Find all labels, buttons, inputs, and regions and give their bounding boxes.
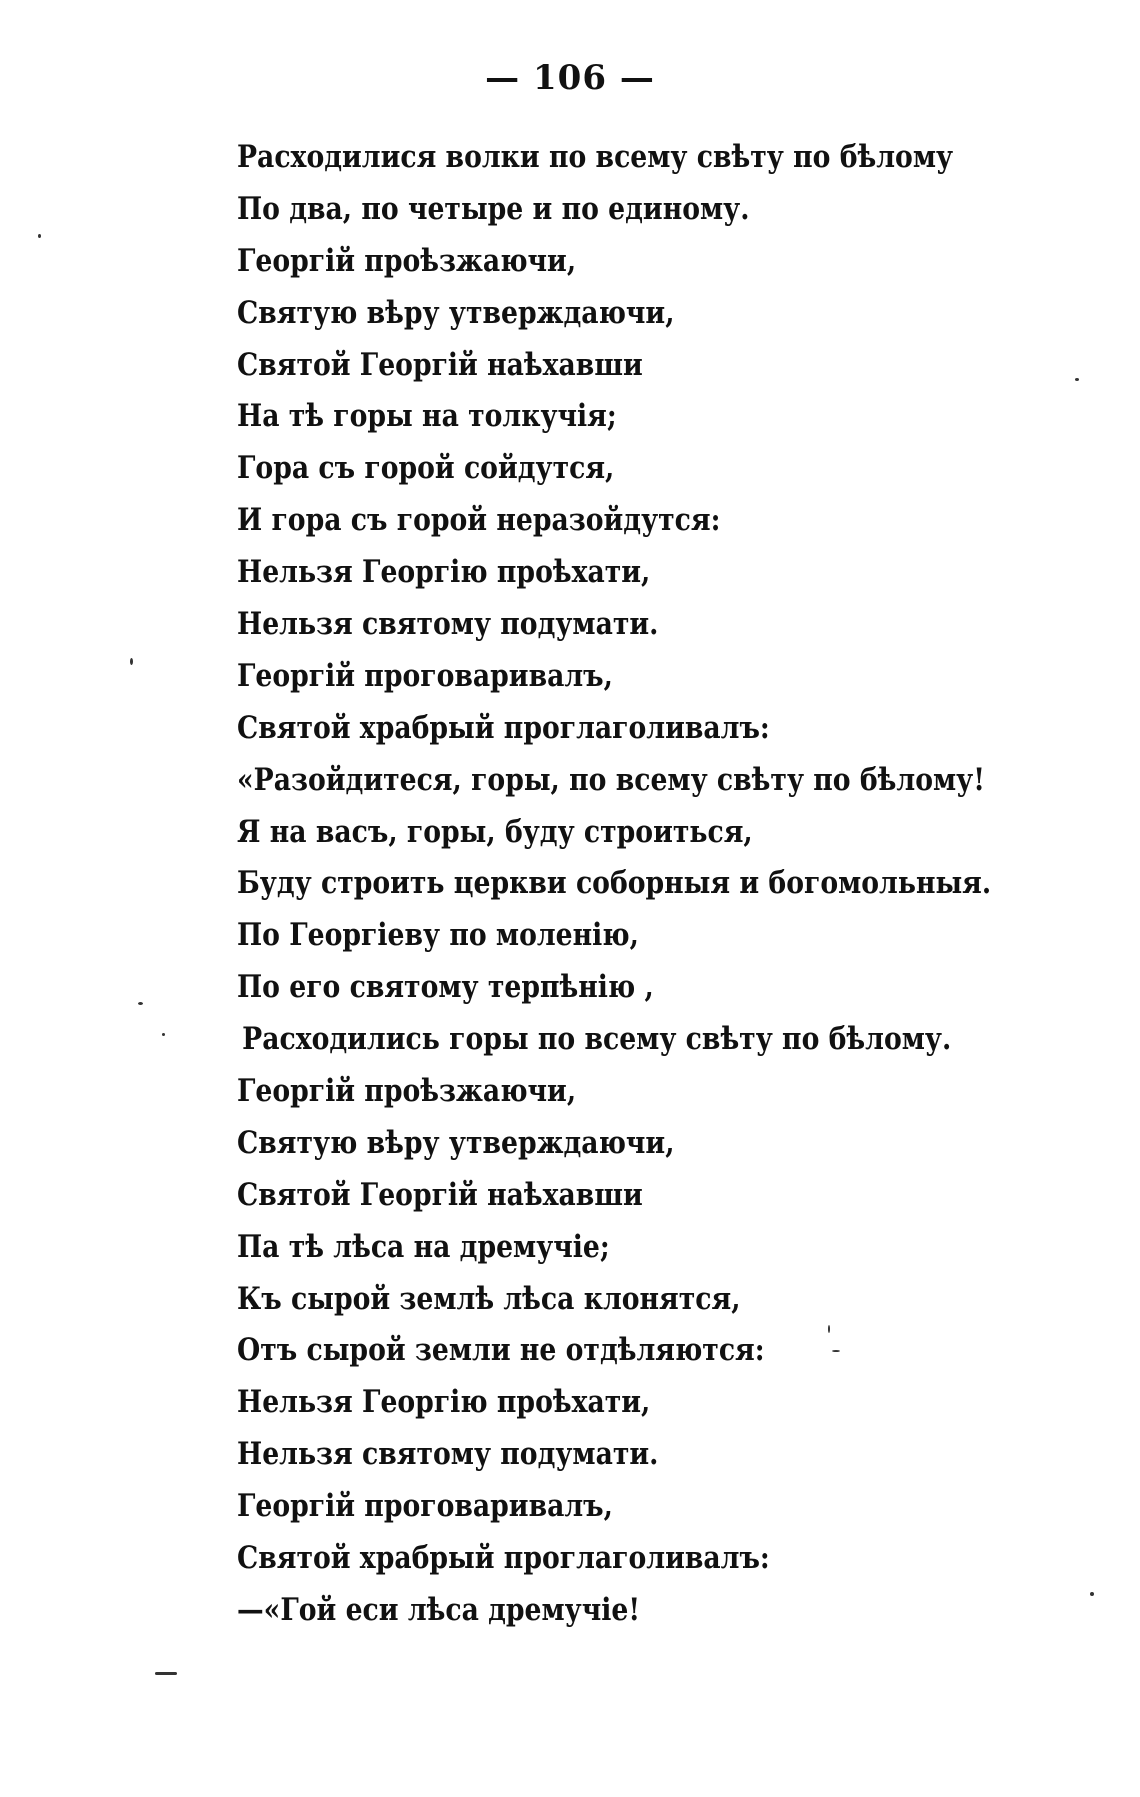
verse-line: Святую вѣру утверждаючи,: [237, 294, 675, 331]
verse-line: Буду строить церкви соборныя и богомольныя.: [237, 865, 992, 902]
verse-line: Святой храбрый проглаголивалъ:: [237, 1540, 770, 1577]
verse-line: Георгій проѣзжаючи,: [237, 242, 577, 279]
verse-line: Святую вѣру утверждаючи,: [237, 1124, 675, 1161]
verse-line: Расходились горы по всему свѣту по бѣлому.: [242, 1021, 952, 1058]
scan-speck: [130, 658, 133, 665]
page-number: — 106 —: [485, 58, 655, 98]
verse-line: Нельзя Георгію проѣхати,: [237, 1384, 651, 1421]
verse-line: Святой храбрый проглаголивалъ:: [237, 709, 770, 746]
verse-line: Георгій проѣзжаючи,: [237, 1073, 577, 1110]
verse-line: Расходилися волки по всему свѣту по бѣлому: [237, 139, 954, 175]
verse-line: Георгій проговаривалъ,: [237, 1488, 613, 1525]
verse-line: —«Гой еси лѣса дремучіе!: [237, 1591, 641, 1628]
scan-speck: [832, 1350, 840, 1352]
verse-line: Я на васъ, горы, буду строиться,: [237, 813, 753, 850]
poem-text: [237, 132, 1114, 1637]
verse-line: По два, по четыре и по единому.: [237, 190, 750, 227]
verse-line: По Георгіеву по моленію,: [237, 917, 639, 954]
scan-speck: [1075, 378, 1079, 381]
verse-line: Нельзя святому подумати.: [237, 1436, 659, 1473]
verse-line: Святой Георгій наѣхавши: [237, 346, 643, 383]
verse-line: И гора съ горой неразойдутся:: [237, 502, 721, 539]
verse-line: Нельзя святому подумати.: [237, 606, 659, 643]
verse-line: На тѣ горы на толкучія;: [237, 398, 617, 435]
scan-speck: [828, 1325, 830, 1333]
verse-line: Георгій проговаривалъ,: [237, 657, 613, 694]
verse-line: Нельзя Георгію проѣхати,: [237, 554, 651, 591]
verse-line: Къ сырой землѣ лѣса клонятся,: [237, 1280, 741, 1317]
verse-line: «Разойдитеся, горы, по всему свѣту по бѣлому!: [237, 761, 985, 798]
scan-speck: [138, 1002, 143, 1005]
verse-line: По его святому терпѣнію ,: [237, 969, 654, 1006]
verse-line: Отъ сырой земли не отдѣляются:: [237, 1332, 765, 1369]
scan-speck: [162, 1033, 165, 1036]
verse-line: Па тѣ лѣса на дремучіе;: [237, 1228, 610, 1265]
scan-speck: [38, 234, 41, 238]
verse-line: Святой Георгій наѣхавши: [237, 1176, 643, 1213]
scan-speck: [1090, 1592, 1094, 1596]
verse-line: Гора съ горой сойдутся,: [237, 450, 615, 487]
scan-speck: [155, 1672, 177, 1675]
